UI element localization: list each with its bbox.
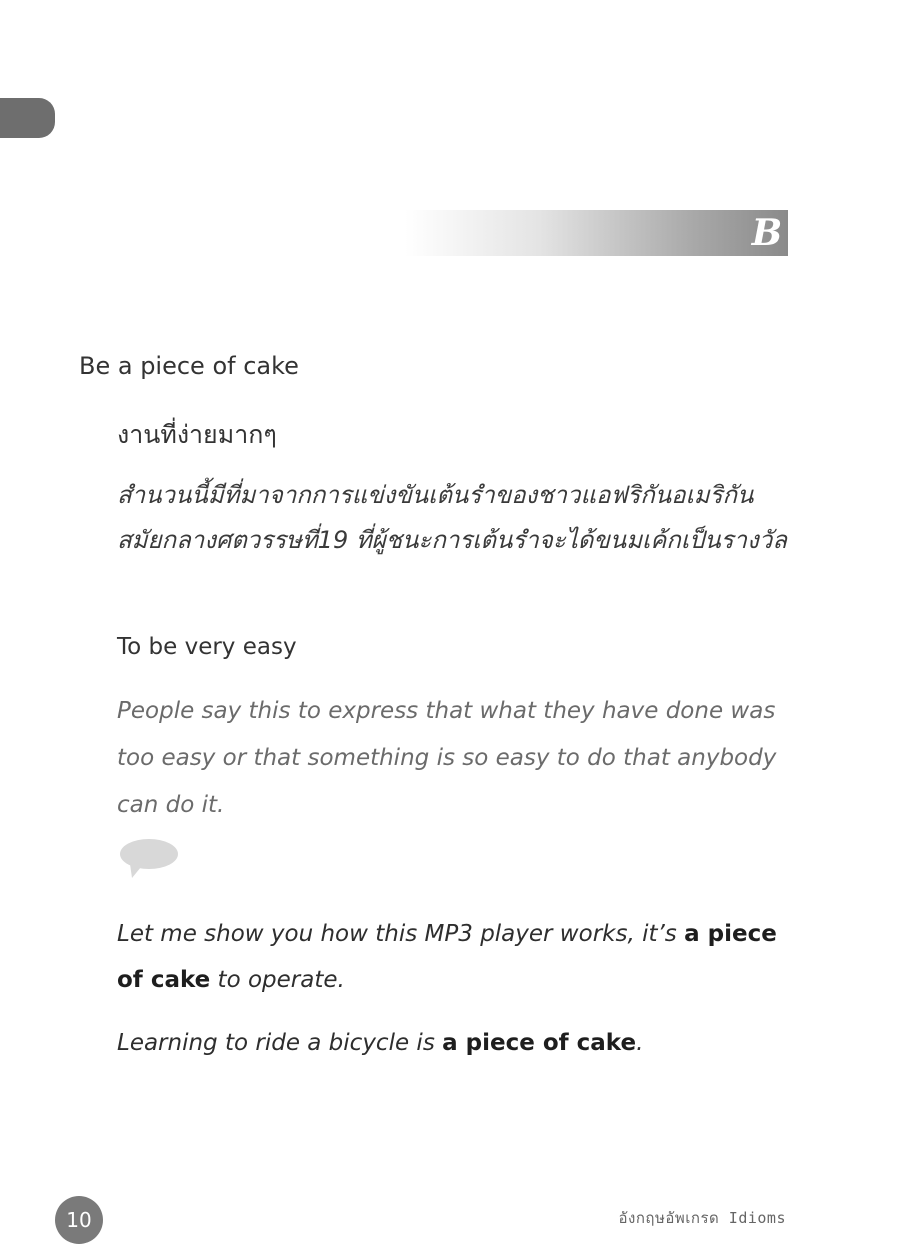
example-sentence-2 [117,1020,782,1066]
example-1-before: Let me show you how this MP3 player works, it’s [117,921,685,947]
example-2-highlight: a piece of cake [442,1030,637,1056]
example-sentence-1 [117,911,782,1003]
example-2-before: Learning to ride a bicycle is [117,1030,443,1056]
english-explanation: People say this to express that what they have done was too easy or that something is so easy to do that anybody can do it. [117,698,777,818]
thai-meaning: งานที่ง่ายมากๆ [117,420,277,449]
example-1-after: to operate. [210,967,345,993]
section-letter: B [751,212,783,254]
speech-bubble-icon [119,838,179,880]
example-1-highlight: a piece of cake [117,921,777,993]
idiom-title: Be a piece of cake [79,352,299,380]
section-letter-bar [405,210,788,256]
english-meaning: To be very easy [117,634,297,660]
thai-origin-text: สำนวนนี้มีที่มาจากการแข่งขันเต้นรำของชาวแอฟริกันอเมริกัน สมัยกลางศตวรรษที่19 ที่ผู้ชนะการเต้นรำจะได้ขนมเค้กเป็นรางวัล [117,481,787,554]
page-number: 10 [55,1196,103,1244]
footer-book-title: อังกฤษอัพเกรด Idioms [618,1209,786,1227]
example-2-after: . [636,1030,644,1056]
chapter-side-tab [0,98,55,138]
